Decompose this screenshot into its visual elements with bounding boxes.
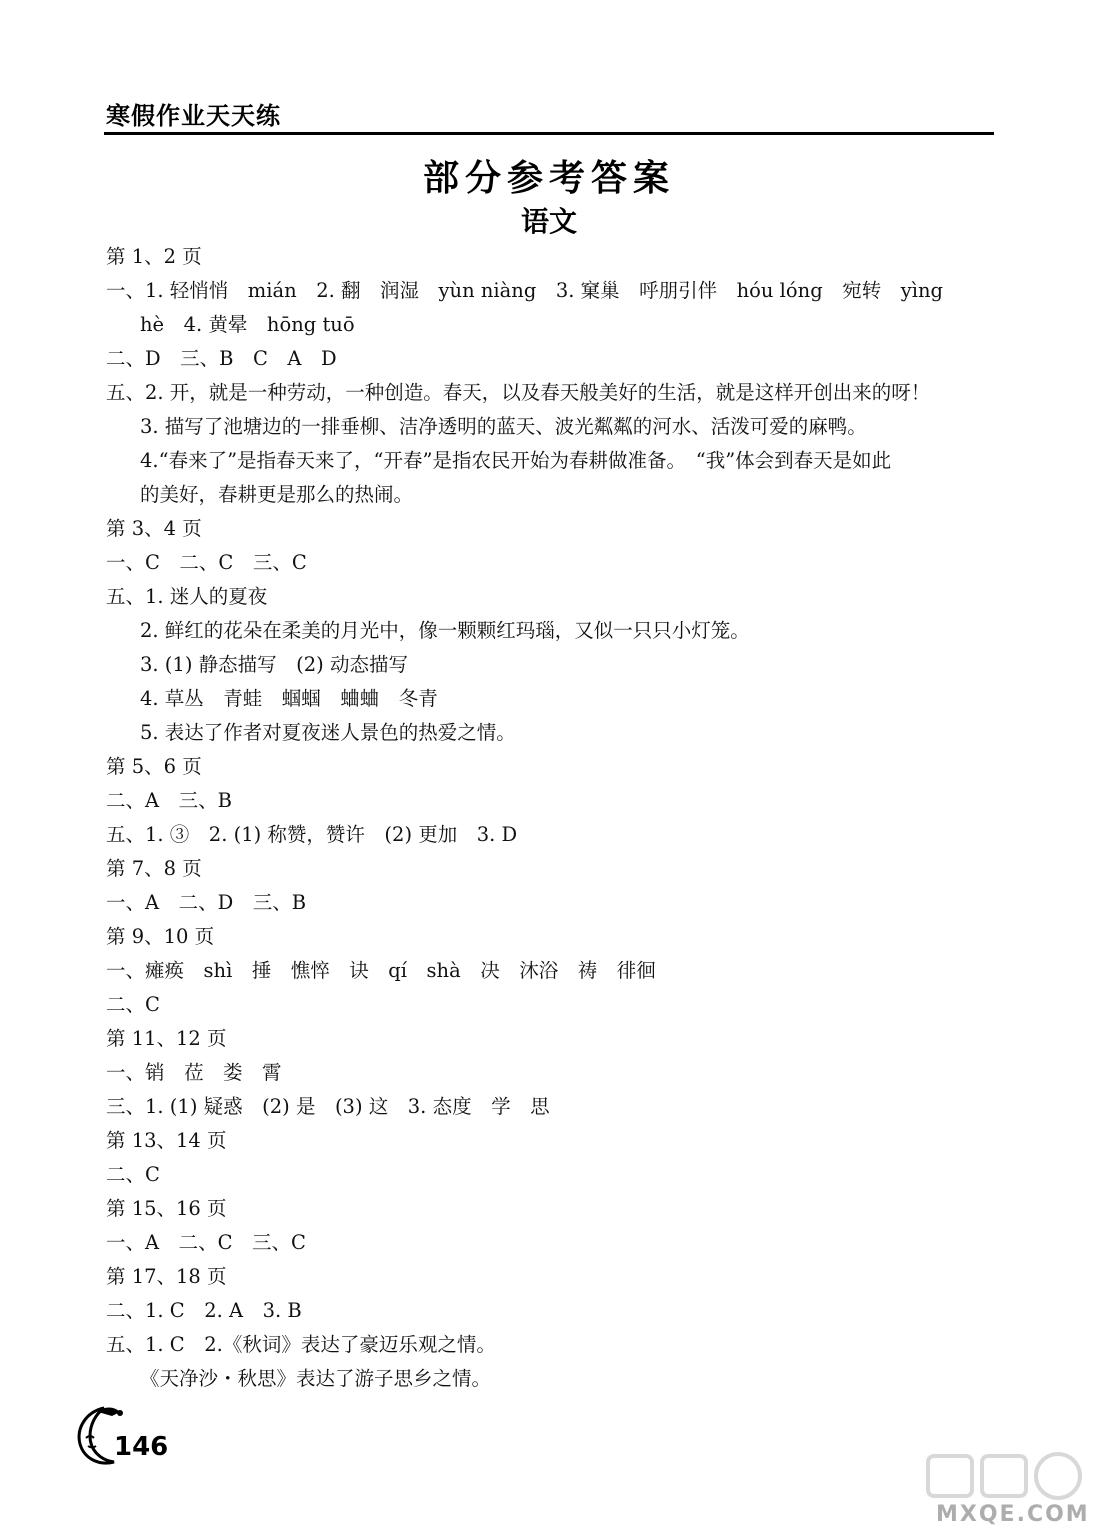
answer-line: 3. (1) 静态描写 (2) 动态描写 — [140, 653, 408, 676]
page-title: 部分参考答案 — [422, 158, 675, 199]
answer-line: 五、2. 开，就是一种劳动，一种创造。春天，以及春天般美好的生活，就是这样开创出来的呀！ — [106, 381, 931, 404]
answer-line: 《天净沙・秋思》表达了游子思乡之情。 — [140, 1367, 492, 1390]
subject-heading: 语文 — [520, 205, 577, 238]
answer-line: 第 3、4 页 — [106, 517, 202, 540]
answer-line: 的美好，春耕更是那么的热闹。 — [140, 483, 414, 506]
answer-line: 二、1. C 2. A 3. B — [106, 1299, 302, 1322]
watermark-text: MXQE.COM — [936, 1502, 1090, 1527]
answer-line: hè 4. 黄晕 hōng tuō — [140, 313, 355, 336]
answer-line: 第 1、2 页 — [106, 245, 202, 268]
answer-line: 一、1. 轻悄悄 mián 2. 翻 润湿 yùn niàng 3. 窠巢 呼朋引伴 hóu lóng 宛转 yìng — [106, 279, 943, 302]
answer-line: 第 5、6 页 — [106, 755, 202, 778]
answer-line: 第 13、14 页 — [106, 1129, 227, 1152]
answer-line: 第 11、12 页 — [106, 1027, 227, 1050]
answer-line: 4. 草丛 青蛙 蝈蝈 蛐蛐 冬青 — [140, 687, 438, 710]
answer-line: 五、1. 迷人的夏夜 — [106, 585, 268, 608]
answer-line: 3. 描写了池塘边的一排垂柳、洁净透明的蓝天、波光粼粼的河水、活泼可爱的麻鸭。 — [140, 415, 867, 438]
page-number: 146 — [114, 1432, 169, 1462]
answer-line: 第 9、10 页 — [106, 925, 215, 948]
answer-line: 一、销 莅 娄 霄 — [106, 1061, 282, 1084]
answer-line: 4.“春来了”是指春天来了，“开春”是指农民开始为春耕做准备。 “我”体会到春天是如此 — [140, 449, 892, 472]
answer-line: 第 15、16 页 — [106, 1197, 227, 1220]
answer-line: 三、1. (1) 疑惑 (2) 是 (3) 这 3. 态度 学 思 — [106, 1095, 550, 1118]
answer-line: 五、1. ③ 2. (1) 称赞，赞许 (2) 更加 3. D — [106, 823, 518, 846]
answer-line: 一、C 二、C 三、C — [106, 551, 307, 574]
answer-line: 五、1. C 2.《秋词》表达了豪迈乐观之情。 — [106, 1333, 496, 1356]
answer-line: 二、D 三、B C A D — [106, 347, 337, 370]
answer-line: 第 7、8 页 — [106, 857, 202, 880]
header-title: 寒假作业天天练 — [106, 102, 281, 130]
answer-body — [106, 240, 998, 1396]
answer-line: 二、C — [106, 1163, 160, 1186]
answer-line: 5. 表达了作者对夏夜迷人景色的热爱之情。 — [140, 721, 516, 744]
answer-line: 第 17、18 页 — [106, 1265, 227, 1288]
answer-line: 2. 鲜红的花朵在柔美的月光中，像一颗颗红玛瑙，又似一只只小灯笼。 — [140, 619, 750, 642]
header-rule — [104, 132, 994, 135]
answer-line: 一、A 二、D 三、B — [106, 891, 307, 914]
answer-line: 二、A 三、B — [106, 789, 232, 812]
answer-line: 一、A 二、C 三、C — [106, 1231, 306, 1254]
answer-line: 一、瘫痪 shì 捶 憔悴 诀 qí shà 决 沐浴 祷 徘徊 — [106, 959, 656, 982]
answer-line: 二、C — [106, 993, 160, 1016]
